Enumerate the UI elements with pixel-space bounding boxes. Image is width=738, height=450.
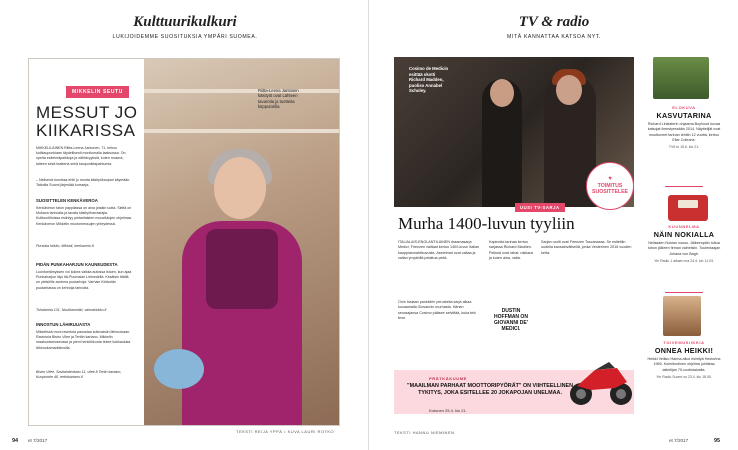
sidebar-footer: TV5 to 15.6. klo 21.: [668, 145, 700, 150]
heikki-harma-thumb: [663, 296, 701, 336]
divider: [665, 186, 703, 187]
intro-text-2: – Nelisenä tunnissa ehtii jo monta käsityökaupan käymään. Taitotila Suomi järjestää kursseja.: [36, 178, 131, 188]
sidebar-heading: KASVUTARINA: [656, 111, 712, 120]
column-3: Kapinoita tarinaa kertoo sarjassa Richard Madden. Pelissä ovat rahat, rakkaus ja kuten aina, valta.: [489, 240, 534, 261]
region-pill: MIKKELIN SEUTU: [66, 86, 129, 98]
sidebar-kicker: KUUNNELMA: [668, 224, 700, 229]
promo-kicker: PRÄTKÄKUUME: [429, 376, 467, 381]
badge-line-2: SUOSITTELEE: [591, 188, 629, 195]
section-2-body: Luontoelämyksen voi kokea vaikka autossa istuen, kun ajaa Punkaharjun läpi Itä-Puumalan Lietvedellä. Kesäisin täällä on yleisöille avoinna puutarhoja. Varhain Kirkkolän puutarhassa on kehnoja tarinoita.: [36, 270, 132, 290]
series-pill: UUSI TV-SARJA: [515, 203, 565, 212]
sidebar-kicker: ELOKUVA: [672, 105, 696, 110]
sidebar-kicker: TOIVEMUSIIKKIA: [663, 340, 705, 345]
magazine-issue: et 7/2017: [669, 438, 689, 443]
promo-schedule: Kutonen 25.4. klo 21.: [429, 408, 467, 413]
sidebar-body: Nelissaen Nokian nousu. Jälkeenpäin tultua tuhon jälkeen firman vaiheisiin. Tuulentaajan Juhana von Bagh.: [647, 241, 721, 256]
right-page: [369, 0, 738, 450]
recommend-badge: [586, 162, 634, 210]
column-4: Sarjan roolit ovat Firenzen Toscanassa. Se esiteltiin uudella kansainvälisellä, jonka Vesterinen 2016 vuoden kerta.: [541, 240, 632, 255]
sidebar-heading: NÄIN NOKIALLA: [653, 230, 715, 239]
photo-caption: Riitta-Leena Jantosen käsityöt ovat Lähteen tavaroita ja tuotteita kirpputorilla.: [258, 88, 299, 110]
column-2: Onin tosiaan pankkiirin perusteita sarja alkaa kuvaamalla Giovannin murhasta. Hänen seuraajansa Cosimo pääsee selvittää, kuka teki teon.: [398, 300, 476, 321]
page-number: 94: [12, 438, 19, 444]
sidebar-body: Heikki Veikko Harma alkoi esiintyä Hectorina 1965. Kolmituntinen ohjelma juhlistaa taiteilijan 70-vuotistaivalta.: [647, 357, 721, 372]
section-2-footer: Tuhalanha 131, Nuutilanmäki, vaimakirkko.fi: [36, 308, 107, 312]
page-number: 95: [714, 438, 721, 444]
headline: [36, 104, 137, 140]
badge-line-1: TOIMITUS: [597, 182, 623, 189]
portrait-photo: [144, 59, 340, 426]
nokia-phone-image: [668, 195, 708, 221]
divider: [665, 292, 703, 293]
sidebar-footer: Yle Radio Suomi su 23.4. klo 18.05.: [656, 375, 712, 380]
sidebar-film: [647, 105, 721, 149]
sidebar-footer: Yle Radio 1 alkaen ma 24.4. klo 11.03.: [654, 259, 714, 264]
subhead-1: SUOSITTELEN KENKÄVEROA: [36, 198, 98, 203]
photo-caption: Cosimo de Medicin esittää skotti Richard Madden, puoliso Annabel Scholey.: [409, 66, 449, 94]
section-1-body: Kenkäveron talon pappilassa on aina jotakin uutta. Sieltä on Mukava tarinoida ja tavata käsityöharrastajia. Kulttuuritiloissa esiintyy pietarilaisten muusikkojen ohjelmaa. Kenkäveron Mikkelin muotomessujen yhteydessä.: [36, 206, 132, 226]
magazine-issue: et 7/2017: [28, 438, 48, 443]
section-3-footer: Bistro Vilee, Savilahdenkatu 11, vilee.fi Tertin kartano, Kuopiontie 48, tertinkartano.fi: [36, 370, 122, 380]
subhead-3: INNOSTUN LÄHIRUUASTA: [36, 322, 91, 327]
text-credit: TEKSTI HANNU NIEMINEN: [394, 430, 455, 435]
section-1-footer: Pursiala kirkko, Mikkeli, kenkavero.fi: [36, 244, 94, 248]
section-3-body: Mikkelissä moni ravintola panostaa kotimaisiin lähiruokaan. Ravintola Bistro Vilee ja Terttin kartano. Mikkelin maakuntamuseossa ja pieni henkilökunta tekee kokkauksia lähiruokamarkkinoilla.: [36, 330, 131, 350]
article-headline: Murha 1400-luvun tyyliin: [398, 214, 575, 233]
sidebar-body: Richard Linklaterin ohjaama Boyhood kuvaa katsojat ilmestyessään 2014. Näyttelijät ovat muuttuneet tarinan tehtiin 12 vuotta, kertoo Ellar Coltrane.: [647, 122, 721, 143]
photo-credit: TEKSTI REIJA YPPÄ • KUVA LAURI ROTKO: [236, 429, 335, 434]
boyhood-thumb: [653, 57, 709, 99]
headline-line-2: KIIKARISSA: [36, 120, 136, 140]
sidebar-radio: [647, 224, 721, 263]
subhead-2: PIDÄN PUNKAHARJUN KAUNEUDESTA: [36, 262, 118, 267]
section-title: TV & radio: [518, 14, 590, 30]
column-1: ITALIALAIS-ENGLANTILAINEN draamasarja Medici, Firenzen valtiaat kertoo 1400-luvun Italian kauppiasmahtisuvusta. Asetelmat ovat valtaa ja vallan ympärillä pelattua peliä.: [398, 240, 480, 261]
section-subtitle: MITÄ KANNATTAA KATSOA NYT.: [507, 34, 601, 40]
heart-icon: ♥: [608, 176, 612, 182]
intro-text: MIKKELILÄINEN Riitta-Leena Jantonen, 71, kehuu kotikaupunkiaan täydellisesti monilomalla laaksossa. On upeita esitelmäpaikkoja ja nähtävyyksiä, kuten museot, taiteen sekä teatteria sekä kaupunkitapahtumia.: [36, 146, 126, 166]
section-subtitle: LUKIJOIDEMME SUOSITUKSIA YMPÄRI SUOMEA.: [112, 34, 258, 40]
promo-title: "MAAILMAN PARHAAT MOOTTORIPYÖRÄT" ON VIIHTEELLINEN TYKITYS, JOKA ESITELLEE 20 JOKAPOJAN UNELMAA.: [407, 383, 573, 396]
sidebar-music: [647, 340, 721, 379]
section-title: Kulttuurikulkuri: [133, 14, 237, 30]
motorcycle-image: [565, 352, 635, 408]
pull-quote: DUSTIN HOFFMAN ON GIOVANNI DE' MEDICI.: [494, 308, 528, 332]
sidebar-heading: ONNEA HEIKKI!: [654, 346, 714, 355]
headline-line-1: MESSUT JO: [36, 103, 138, 122]
